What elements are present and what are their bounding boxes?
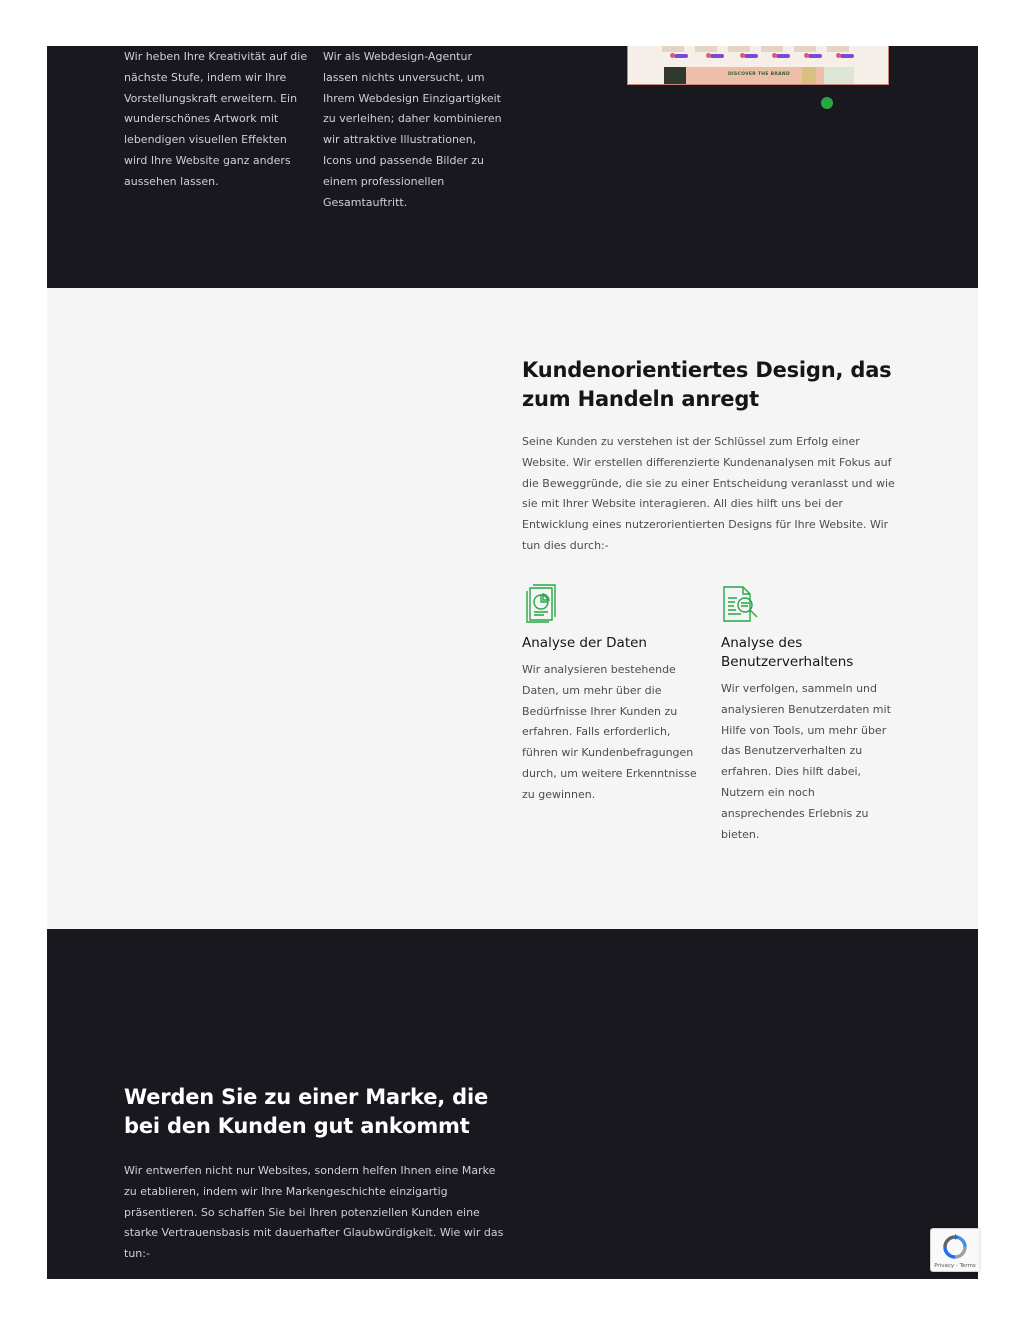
recaptcha-terms-link[interactable]: Privacy - Terms (934, 1263, 976, 1269)
feature-title: Analyse der Daten (522, 635, 647, 651)
customer-section-intro: Seine Kunden zu verstehen ist der Schlüssel zum Erfolg einer Website. Wir erstellen differenzierte Kundenanalysen mit Fokus auf die Beweggründe, die sie zu einer Entscheidung veranlasst und wie sie mit Ihrer Website interagieren. All dies hilft uns bei der Entwicklung eines nutzerorientierten Designs für Ihre Website. Wir tun dies durch:- (522, 435, 895, 552)
document-search-icon (721, 584, 761, 624)
recaptcha-badge[interactable] (930, 1228, 979, 1272)
data-report-icon (522, 584, 562, 624)
feature-text: Wir analysieren bestehende Daten, um mehr über die Bedürfnisse Ihrer Kunden zu erfahren. Falls erforderlich, führen wir Kundenbefragungen durch, um weitere Erkenntnisse zu gewinnen. (522, 663, 697, 801)
slider-dot[interactable] (821, 97, 833, 109)
feature-data-analysis (522, 584, 700, 806)
feature-user-behaviour (721, 584, 899, 845)
customer-section-title: Kundenorientiertes Design, das zum Handeln anregt (522, 358, 892, 411)
feature-title: Analyse des Benutzerverhaltens (721, 635, 854, 670)
brand-section (47, 929, 978, 1279)
brand-section-title: Werden Sie zu einer Marke, die bei den Kunden gut ankommt (124, 1085, 489, 1138)
creative-section (47, 46, 978, 288)
feature-text: Wir verfolgen, sammeln und analysieren Benutzerdaten mit Hilfe von Tools, um mehr über das Benutzerverhalten zu erfahren. Dies hilft dabei, Nutzern ein noch ansprechendes Erlebnis zu bieten. (721, 682, 891, 841)
preview-cta-text: DISCOVER THE BRAND (727, 72, 790, 77)
creativity-text: Wir heben Ihre Kreativität auf die nächste Stufe, indem wir Ihre Vorstellungskraft erweitern. Ein wunderschönes Artwork mit lebendigen visuellen Effekten wird Ihre Website ganz anders aussehen lassen. (124, 50, 308, 188)
recaptcha-icon (942, 1234, 968, 1260)
website-preview-image (627, 46, 889, 85)
agency-text: Wir als Webdesign-Agentur lassen nichts unversucht, um Ihrem Webdesign Einzigartigkeit zu verleihen; daher kombinieren wir attraktive Illustrationen, Icons und passende Bilder zu einem professionellen Gesamtauftritt. (323, 50, 502, 209)
brand-section-intro: Wir entwerfen nicht nur Websites, sondern helfen Ihnen eine Marke zu etablieren, indem wir Ihre Markengeschichte einzigartig präsentieren. So schaffen Sie bei Ihren potenziellen Kunden eine starke Vertrauensbasis mit dauerhafter Glaubwürdigkeit. Wie wir das tun:- (124, 1164, 504, 1261)
page-frame (47, 46, 978, 1279)
customer-design-section (47, 288, 978, 929)
